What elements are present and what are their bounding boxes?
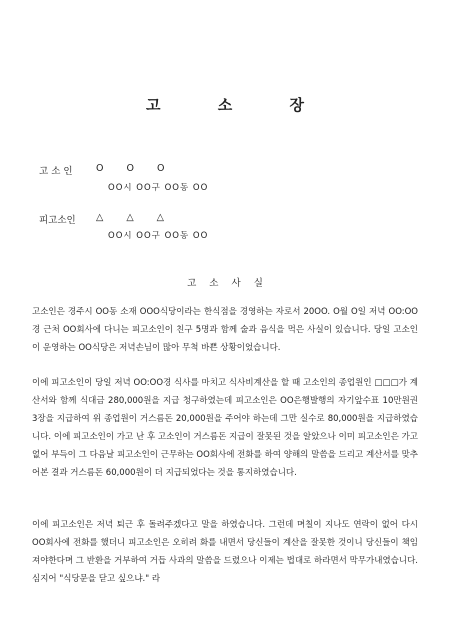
defendant-address: OO시 OO구 OO동 OO bbox=[108, 231, 209, 241]
defendant-name: △ △ △ bbox=[96, 212, 174, 223]
complainant-label: 고 소 인 bbox=[39, 166, 73, 177]
complainant-address: OO시 OO구 OO동 OO bbox=[108, 183, 209, 193]
paragraph-1: 고소인은 경주시 OO동 소재 OOO식당이라는 한식점을 경영하는 자로서 20OO. O월 O일 저녁 OO:OO경 근처 OO회사에 다니는 피고소인이 친구 5명과 함께 술과 음식을 먹은 사실이 있습니다. 당일 고소인이 운영하는 OO식당은 저녁손님이 많아 무척 바쁜 상황이었습니다. bbox=[32, 307, 418, 353]
paragraph-2: 이에 피고소인이 당일 저녁 OO:OO경 식사를 마치고 식사비계산을 할 때 고소인의 종업원인 □□□가 계산서와 함께 식대금 280,000원을 지급 청구하였는데 피고소인은 OO은행발행의 자기앞수표 10만원권 3장을 지급하여 위 종업원이 거스름돈 20,000원을 주어야 하는데 그만 실수로 80,000원을 지급하였습니다. 이에 피고소인이 가고 난 후 고소인이 거스름돈 지급이 잘못된 것을 알았으나 이미 피고소인은 가고 없어 부득이 그 다음날 피고소인이 근무하는 OO회사에 전화를 하여 양해의 말씀을 드리고 계산서를 맞추어본 결과 거스름돈 60,000원이 더 지급되었다는 것을 통지하였습니다. bbox=[32, 378, 418, 478]
document-title: 고 소 장 bbox=[146, 96, 330, 114]
section-title: 고 소 사 실 bbox=[187, 278, 268, 289]
complainant-name: O O O bbox=[96, 163, 175, 174]
defendant-label: 피고소인 bbox=[39, 215, 76, 226]
paragraph-3: 이에 피고소인은 저녁 퇴근 후 돌려주겠다고 말을 하였습니다. 그런데 며칠이 지나도 연락이 없어 다시 OO회사에 전화를 했더니 피고소인은 오히려 화를 내면서 당신들이 계산을 잘못한 것이니 당신들이 책임져야한다며 그 반환을 거부하여 거듭 사과의 말씀을 드렸으나 이제는 법대로 하라면서 막무가내였습니다. 심지어 "식당문을 닫고 싶으냐." 라 bbox=[32, 520, 418, 584]
